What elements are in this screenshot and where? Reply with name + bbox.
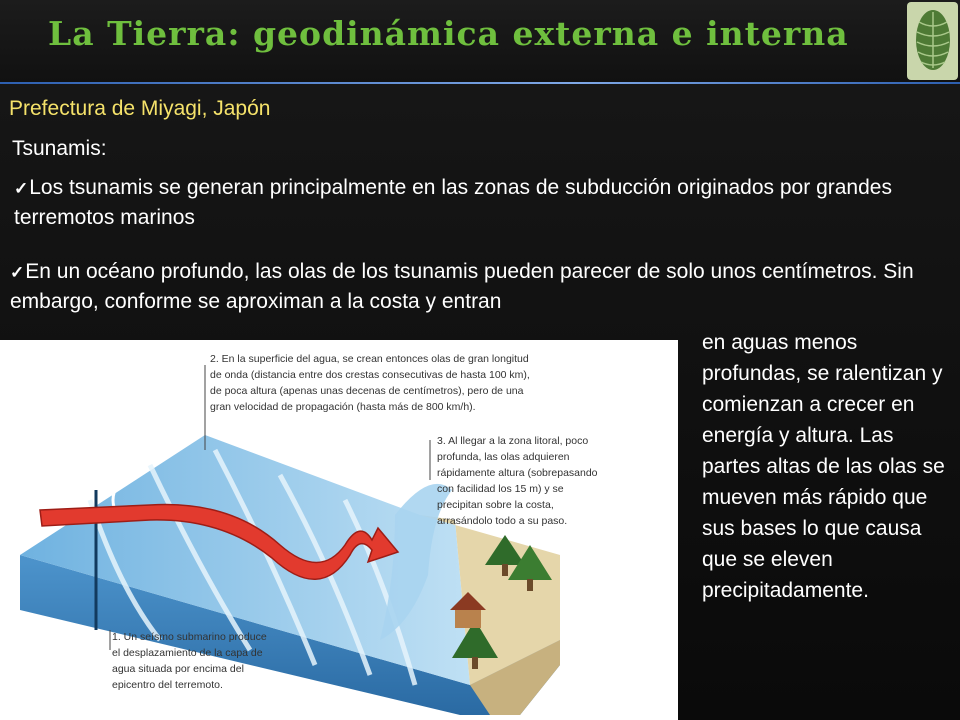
bullet-text: Los tsunamis se generan principalmente en las zonas de subducción originados por grandes terremotos marinos	[14, 176, 892, 229]
pine-cone-icon	[905, 0, 960, 82]
tsunami-diagram	[0, 340, 678, 720]
slide-subtitle: Prefectura de Miyagi, Japón	[9, 97, 271, 120]
slide-title: La Tierra: geodinámica externa e interna	[48, 14, 849, 53]
header-bar	[0, 0, 960, 82]
check-icon: ✓	[10, 263, 25, 282]
topic-heading: Tsunamis:	[12, 137, 107, 160]
bullet-item	[14, 173, 914, 232]
bullet-continuation: en aguas menos profundas, se ralentizan y comienzan a crecer en energía y altura. Las partes altas de las olas se mueven más rápido que sus bases lo que causa que se eleven precipitadamente.	[702, 331, 945, 602]
caption-step-2: 2. En la superficie del agua, se crean entonces olas de gran longitud de onda (distancia entre dos crestas consecutivas de hasta 100 km), de poca altura (apenas unas decenas de centímetros), pero de una gran velocidad de propagación (hasta más de 800 km/h).	[210, 353, 530, 413]
caption-step-1: 1. Un seísmo submarino produce el desplazamiento de la capa de agua situada por encima del epicentro del terremoto.	[112, 631, 267, 691]
check-icon: ✓	[14, 179, 29, 198]
caption-step-3: 3. Al llegar a la zona litoral, poco profunda, las olas adquieren rápidamente altura (sobrepasando con facilidad los 15 m) y se precipitan sobre la costa, arrasándolo todo a su paso.	[437, 435, 598, 527]
bullet-item	[10, 257, 940, 316]
bullet-text: En un océano profundo, las olas de los tsunamis pueden parecer de solo unos centímetros. Sin embargo, conforme se aproximan a la costa y entran	[10, 260, 914, 313]
